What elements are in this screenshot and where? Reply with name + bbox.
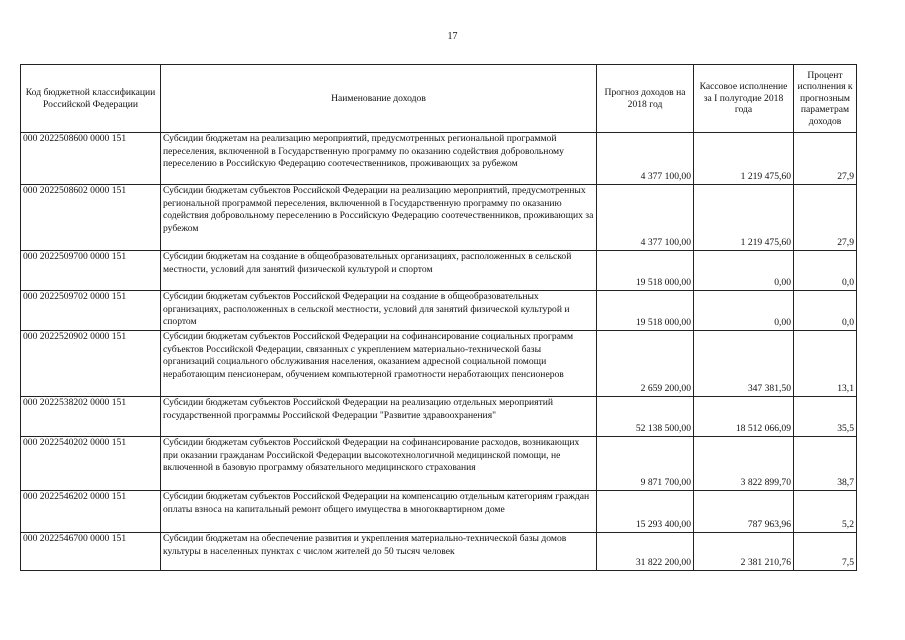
table-row (21, 251, 857, 291)
header-percent: Процент исполнения к прогнозным параметрам доходов (794, 65, 857, 133)
row-percent: 7,5 (794, 533, 857, 571)
row-code: 000 2022509700 0000 151 (21, 251, 161, 291)
row-code: 000 2022540202 0000 151 (21, 437, 161, 491)
table-row (21, 133, 857, 185)
row-execution: 2 381 210,76 (694, 533, 794, 571)
row-percent: 27,9 (794, 185, 857, 251)
row-code: 000 2022508602 0000 151 (21, 185, 161, 251)
row-percent: 13,1 (794, 331, 857, 397)
row-forecast: 19 518 000,00 (597, 291, 694, 331)
row-percent: 0,0 (794, 251, 857, 291)
row-name: Субсидии бюджетам субъектов Российской Федерации на создание в общеобразовательных организациях, расположенных в сельской местности, условий для занятий физической культурой и спортом (161, 291, 597, 331)
row-forecast: 15 293 400,00 (597, 491, 694, 533)
header-execution: Кассовое исполнение за I полугодие 2018 года (694, 65, 794, 133)
row-name: Субсидии бюджетам субъектов Российской Федерации на софинансирование расходов, возникающих при оказании гражданам Российской Федерации высокотехнологичной медицинской помощи, не включенной в базовую программу обязательного медицинского страхования (161, 437, 597, 491)
header-code: Код бюджетной классификации Российской Федерации (21, 65, 161, 133)
row-code: 000 2022508600 0000 151 (21, 133, 161, 185)
row-name: Субсидии бюджетам субъектов Российской Федерации на реализацию мероприятий, предусмотренных региональной программой переселения, включенной в Государственную программу по оказанию содействия добровольному переселению в Российскую Федерацию соотечественников, проживающих за рубежом (161, 185, 597, 251)
row-code: 000 2022538202 0000 151 (21, 397, 161, 437)
row-forecast: 2 659 200,00 (597, 331, 694, 397)
row-code: 000 2022546700 0000 151 (21, 533, 161, 571)
row-forecast: 19 518 000,00 (597, 251, 694, 291)
row-name: Субсидии бюджетам субъектов Российской Федерации на компенсацию отдельным категориям граждан оплаты взноса на капитальный ремонт общего имущества в многоквартирном доме (161, 491, 597, 533)
row-execution: 3 822 899,70 (694, 437, 794, 491)
row-forecast: 31 822 200,00 (597, 533, 694, 571)
row-percent: 5,2 (794, 491, 857, 533)
header-name: Наименование доходов (161, 65, 597, 133)
row-execution: 1 219 475,60 (694, 185, 794, 251)
table-row (21, 533, 857, 571)
row-execution: 347 381,50 (694, 331, 794, 397)
row-name: Субсидии бюджетам на создание в общеобразовательных организациях, расположенных в сельской местности, условий для занятий физической культурой и спортом (161, 251, 597, 291)
row-percent: 0,0 (794, 291, 857, 331)
table-row (21, 491, 857, 533)
row-name: Субсидии бюджетам на обеспечение развития и укрепления материально-технической базы домов культуры в населенных пунктах с числом жителей до 50 тысяч человек (161, 533, 597, 571)
row-percent: 27,9 (794, 133, 857, 185)
row-execution: 0,00 (694, 251, 794, 291)
row-code: 000 2022509702 0000 151 (21, 291, 161, 331)
row-execution: 0,00 (694, 291, 794, 331)
table-row (21, 331, 857, 397)
row-code: 000 2022520902 0000 151 (21, 331, 161, 397)
row-name: Субсидии бюджетам субъектов Российской Федерации на реализацию отдельных мероприятий государственной программы Российской Федерации "Развитие здравоохранения" (161, 397, 597, 437)
row-percent: 35,5 (794, 397, 857, 437)
row-percent: 38,7 (794, 437, 857, 491)
row-forecast: 9 871 700,00 (597, 437, 694, 491)
table-row (21, 397, 857, 437)
revenue-table (20, 64, 857, 571)
page-number: 17 (447, 31, 458, 42)
row-forecast: 4 377 100,00 (597, 133, 694, 185)
table-row (21, 437, 857, 491)
table-row (21, 185, 857, 251)
row-execution: 1 219 475,60 (694, 133, 794, 185)
table-row (21, 291, 857, 331)
row-execution: 787 963,96 (694, 491, 794, 533)
row-execution: 18 512 066,09 (694, 397, 794, 437)
row-forecast: 52 138 500,00 (597, 397, 694, 437)
header-forecast: Прогноз доходов на 2018 год (597, 65, 694, 133)
row-code: 000 2022546202 0000 151 (21, 491, 161, 533)
table-header-row (21, 65, 857, 133)
row-name: Субсидии бюджетам на реализацию мероприятий, предусмотренных региональной программой переселения, включенной в Государственную программу по оказанию содействия добровольному переселению в Российскую Федерацию соотечественников, проживающих за рубежом (161, 133, 597, 185)
row-forecast: 4 377 100,00 (597, 185, 694, 251)
row-name: Субсидии бюджетам субъектов Российской Федерации на софинансирование социальных программ субъектов Российской Федерации, связанных с укреплением материально-технической базы организаций социального обслуживания населения, оказанием адресной социальной помощи неработающим пенсионерам, обучением компьютерной грамотности неработающих пенсионеров (161, 331, 597, 397)
